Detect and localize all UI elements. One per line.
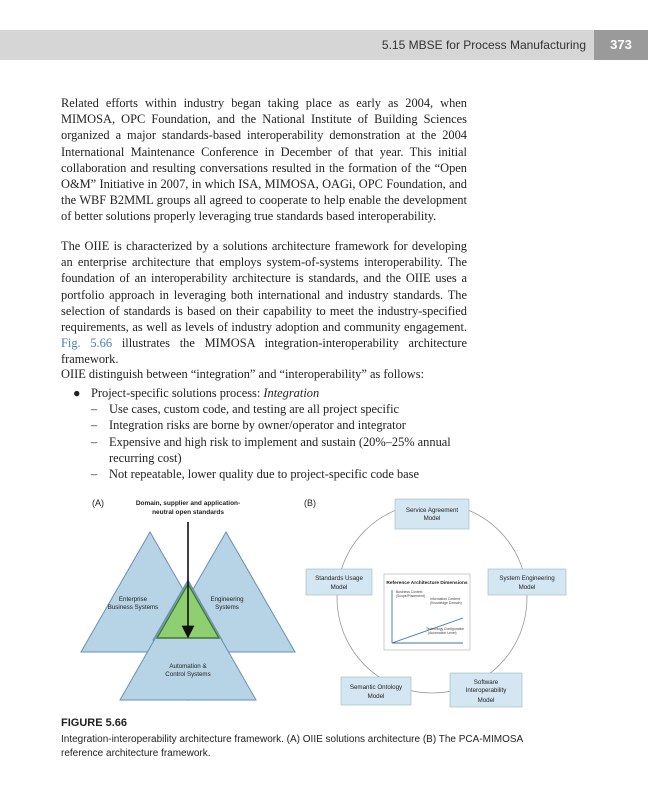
paragraph-2-text: The OIIE is characterized by a solutions architecture framework for developing an enterprise architecture that employs system-of-systems interoperability. The foundation of an interoperability architecture is standards, and the OIIE uses a portfolio approach in leveraging both international and industry standards. The selection of standards is based on their capability to meet the industry-specified requirements, as well as levels of industry adoption and community engagement. [61,239,467,335]
dash-item-text: Not repeatable, lower quality due to project-specific code base [109,467,419,482]
panel-a [81,498,295,700]
paragraph-2-tail: illustrates the MIMOSA integration-interoperability architecture framework. [61,336,467,367]
chart-label-3a: Technology Configuration [426,627,465,631]
dash-icon: – [91,434,98,449]
page-number: 373 [594,30,648,60]
engineering-label-line2: Systems [215,604,239,611]
figure-caption: Integration-interoperability architecture framework. (A) OIIE solutions architecture (B) The PCA-MIMOSA reference architecture framework. [61,734,523,759]
standards-label-line2: neutral open standards [152,509,224,516]
chart-label-2b: (Knowledge Domain) [430,601,462,605]
enterprise-label-line2: Business Systems [107,604,159,611]
semantic-ontology-line1: Semantic Ontology [349,684,403,691]
panel-a-label: (A) [92,498,104,508]
figure-caption-label: FIGURE 5.66 [61,717,128,729]
body-paragraph-3: OIIE distinguish between “integration” and “interoperability” as follows: [61,367,425,381]
standards-label-line1: Domain, supplier and application- [135,500,241,507]
automation-label-line1: Automation & [169,663,207,670]
running-header-title: 5.15 MBSE for Process Manufacturing [381,38,586,52]
system-engineering-box [488,569,566,595]
dash-icon: – [91,402,98,417]
chart-label-2a: Information Content [430,597,460,601]
standards-usage-line2: Model [330,584,348,591]
semantic-ontology-line2: Model [367,693,385,700]
bullet-emphasis: Integration [263,386,320,400]
system-engineering-line1: System Engineering [499,575,555,582]
semantic-ontology-box [341,677,411,705]
automation-label-line2: Control Systems [165,671,211,678]
enterprise-label-line1: Enterprise [118,596,148,603]
panel-b [304,498,566,707]
bullet-prefix: Project-specific solutions process: [91,386,264,400]
software-line1: Software [473,679,499,686]
figure-reference-link[interactable]: Fig. 5.66 [61,336,113,351]
software-line2: Interoperability [465,687,507,694]
system-engineering-line2: Model [518,584,536,591]
service-agreement-line1: Service Agreement [405,507,459,514]
dash-item-text: Use cases, custom code, and testing are all project specific [109,402,400,417]
bullet-icon: ● [73,386,81,400]
panel-b-label: (B) [304,498,316,508]
standards-usage-line1: Standards Usage [315,575,363,582]
dash-icon: – [91,467,98,482]
service-agreement-box [395,499,469,529]
chart-label-3b: (Automation Level) [428,631,457,635]
engineering-label-line1: Engineering [210,596,244,603]
body-paragraph-1: Related efforts within industry began taking place as early as 2004, when MIMOSA, OPC Foundation, and the National Institute of Building Sciences organized a major standards-based interoperability demonstration at the 2004 International Maintenance Conference in December of that year. This initial collaboration and resulting conversations resulted in the formation of the “Open O&M” Initiative in 2007, in which ISA, MIMOSA, OAGi, OPC Foundation, and the WBF B2MML groups all agreed to cooperate to help enable the development of better solutions properly leveraging true standards based interoperability. [61,96,467,224]
chart-label-1a: Business Context [396,590,423,594]
standards-usage-box [306,569,372,595]
service-agreement-line2: Model [423,515,441,522]
dimensions-chart-title: Reference Architecture Dimensions [386,581,468,586]
chart-label-1b: (Scope/Placement) [396,594,425,598]
dash-item-text: Expensive and high risk to implement and sustain (20%–25% annual recurring cost) [109,434,451,465]
dash-item-text: Integration risks are borne by owner/operator and integrator [109,418,406,433]
software-line3: Model [477,697,495,704]
dash-icon: – [91,418,98,433]
